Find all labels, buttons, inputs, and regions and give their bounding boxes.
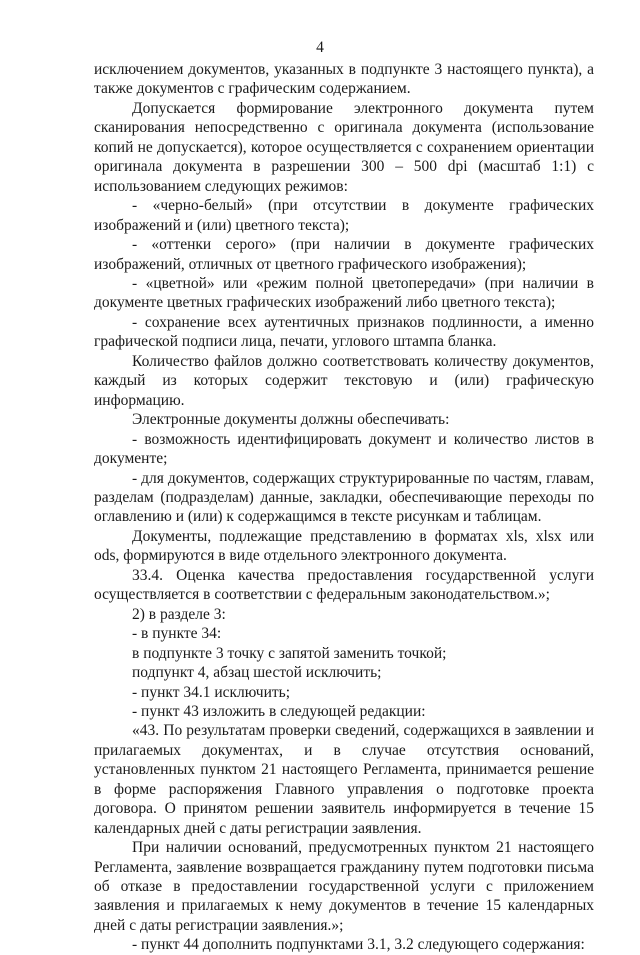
paragraph-subpoint-3: в подпункте 3 точку с запятой заменить точкой; <box>132 644 447 662</box>
paragraph-point-44: - пункт 44 дополнить подпунктами 3.1, 3.2 следующего содержания: <box>132 936 585 954</box>
paragraph-return-application: При наличии оснований, предусмотренных пунктом 21 настоящего Регламента, заявление возвращается гражданину путем подготовки письма об отказе в предоставлении государственной услуги с приложением заявления и прилагаемых к нему документов в течение 15 календарных дней с даты регистрации заявления.»; <box>94 839 594 934</box>
paragraph-scanning-rules: Допускается формирование электронного документа путем сканирования непосредственно с оригинала документа (использование копий не допускается), которое осуществляется с сохранением ориентации оригинала документа в разрешении 300 – 500 dpi (масштаб 1:1) с использованием следующих режимов: <box>94 99 594 195</box>
paragraph-section-3: 2) в разделе 3: <box>132 605 226 623</box>
list-item-identification: - возможность идентифицировать документ и количество листов в документе; <box>94 430 594 468</box>
page-number: 4 <box>316 39 324 56</box>
list-item-authenticity: - сохранение всех аутентичных признаков подлинности, а именно графической подписи лица, печати, углового штампа бланка. <box>94 313 594 351</box>
paragraph-33-4: 33.4. Оценка качества предоставления государственной услуги осуществляется в соответствии с федеральным законодательством.»; <box>94 566 594 604</box>
paragraph-43-text: «43. По результатам проверки сведений, содержащихся в заявлении и прилагаемых документах, и в случае отсутствия оснований, установленных пунктом 21 настоящего Регламента, принимается решение в форме распоряжения Главного управления о подготовке проекта договора. О принятом решении заявитель информируется в течение 15 календарных дней с даты регистрации заявления. <box>94 722 594 837</box>
paragraph-file-count: Количество файлов должно соответствовать количеству документов, каждый из которых содержит текстовую и (или) графическую информацию. <box>94 352 594 409</box>
list-item-black-white: - «черно-белый» (при отсутствии в документе графических изображений и (или) цветного текста); <box>94 197 594 234</box>
paragraph-requirements-intro: Электронные документы должны обеспечивать: <box>132 411 450 429</box>
paragraph-continuation: исключением документов, указанных в подпункте 3 настоящего пункта), а также документов с графическим содержанием. <box>94 61 594 98</box>
paragraph-spreadsheet-formats: Документы, подлежащие представлению в форматах xls, xlsx или ods, формируются в виде отдельного электронного документа. <box>94 527 594 565</box>
paragraph-point-34: - в пункте 34: <box>132 625 222 643</box>
list-item-color: - «цветной» или «режим полной цветопередачи» (при наличии в документе цветных графических изображений либо цветного текста); <box>94 274 594 312</box>
list-item-bookmarks: - для документов, содержащих структурированные по частям, главам, разделам (подразделам) данные, закладки, обеспечивающие переходы по оглавлению и (или) к содержащимся в тексте рисункам и таблицам. <box>94 469 594 526</box>
list-item-grayscale: - «оттенки серого» (при наличии в документе графических изображений, отличных от цветного графического изображения); <box>94 236 594 273</box>
paragraph-point-43: - пункт 43 изложить в следующей редакции: <box>132 702 426 720</box>
paragraph-point-34-1: - пункт 34.1 исключить; <box>132 683 291 701</box>
document-body <box>94 60 594 955</box>
paragraph-subpoint-4: подпункт 4, абзац шестой исключить; <box>132 664 382 682</box>
